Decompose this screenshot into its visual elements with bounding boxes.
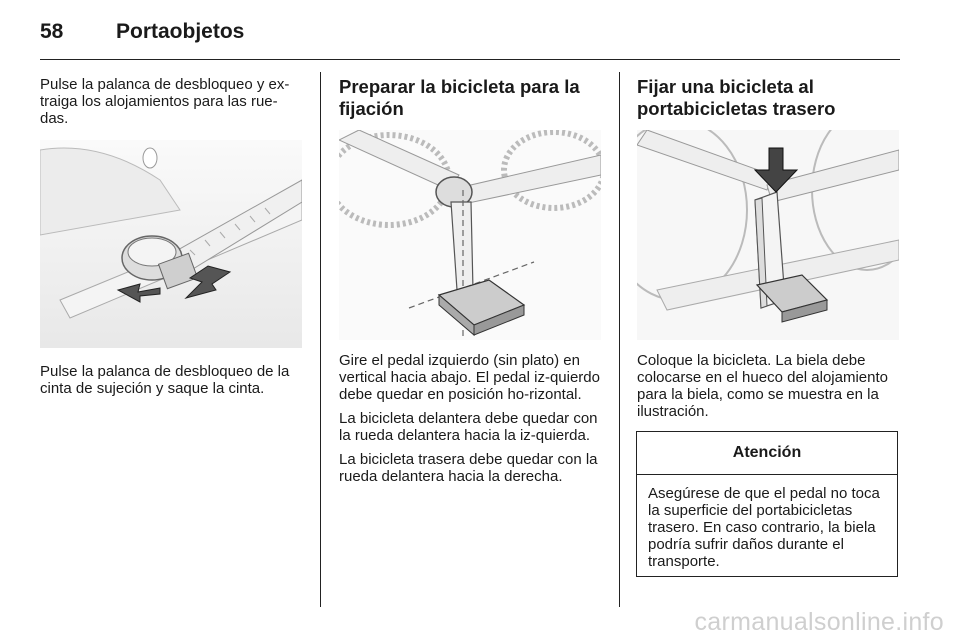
page-title: Portaobjetos: [116, 20, 245, 43]
header-rule: [40, 59, 900, 60]
illustration-bike-mount: [637, 130, 899, 340]
watermark: carmanualsonline.info: [694, 608, 944, 636]
col3-heading: Fijar una bicicleta al portabicicletas trasero: [637, 76, 836, 119]
column-3-lower: [637, 352, 899, 420]
col1-paragraph-1: Pulse la palanca de desbloqueo y ex-traiga los alojamientos para las rue-das.: [40, 76, 290, 127]
column-2-lower: [339, 352, 601, 485]
col2-paragraph-3: La bicicleta trasera debe quedar con la rueda delantera hacia la derecha.: [339, 451, 598, 485]
col2-paragraph-2: La bicicleta delantera debe quedar con la rueda delantera hacia la iz-quierda.: [339, 410, 598, 444]
column-1: [40, 76, 302, 130]
col3-paragraph: Coloque la bicicleta. La biela debe colocarse en el hueco del alojamiento para la biela, como se muestra en la ilustración.: [637, 352, 888, 420]
column-divider-2: [619, 72, 620, 607]
notice-box: [636, 431, 898, 577]
col1-paragraph-2: Pulse la palanca de desbloqueo de la cinta de sujeción y saque la cinta.: [40, 363, 290, 397]
illustration-pedal: [339, 130, 601, 340]
illustration-release-lever: [40, 140, 302, 348]
col2-heading: Preparar la bicicleta para la fijación: [339, 76, 580, 119]
column-1-lower: [40, 363, 302, 397]
notice-title: Atención: [637, 432, 897, 475]
notice-text: Asegúrese de que el pedal no toca la superficie del portabicicletas trasero. En caso contrario, la biela podría sufrir daños durante el transporte.: [648, 485, 880, 570]
col2-paragraph-1: Gire el pedal izquierdo (sin plato) en vertical hacia abajo. El pedal iz-quierdo debe quedar en posición ho-rizontal.: [339, 352, 600, 403]
page-number: 58: [40, 20, 64, 43]
column-divider-1: [320, 72, 321, 607]
column-2: [339, 76, 601, 120]
column-3: [637, 76, 899, 120]
